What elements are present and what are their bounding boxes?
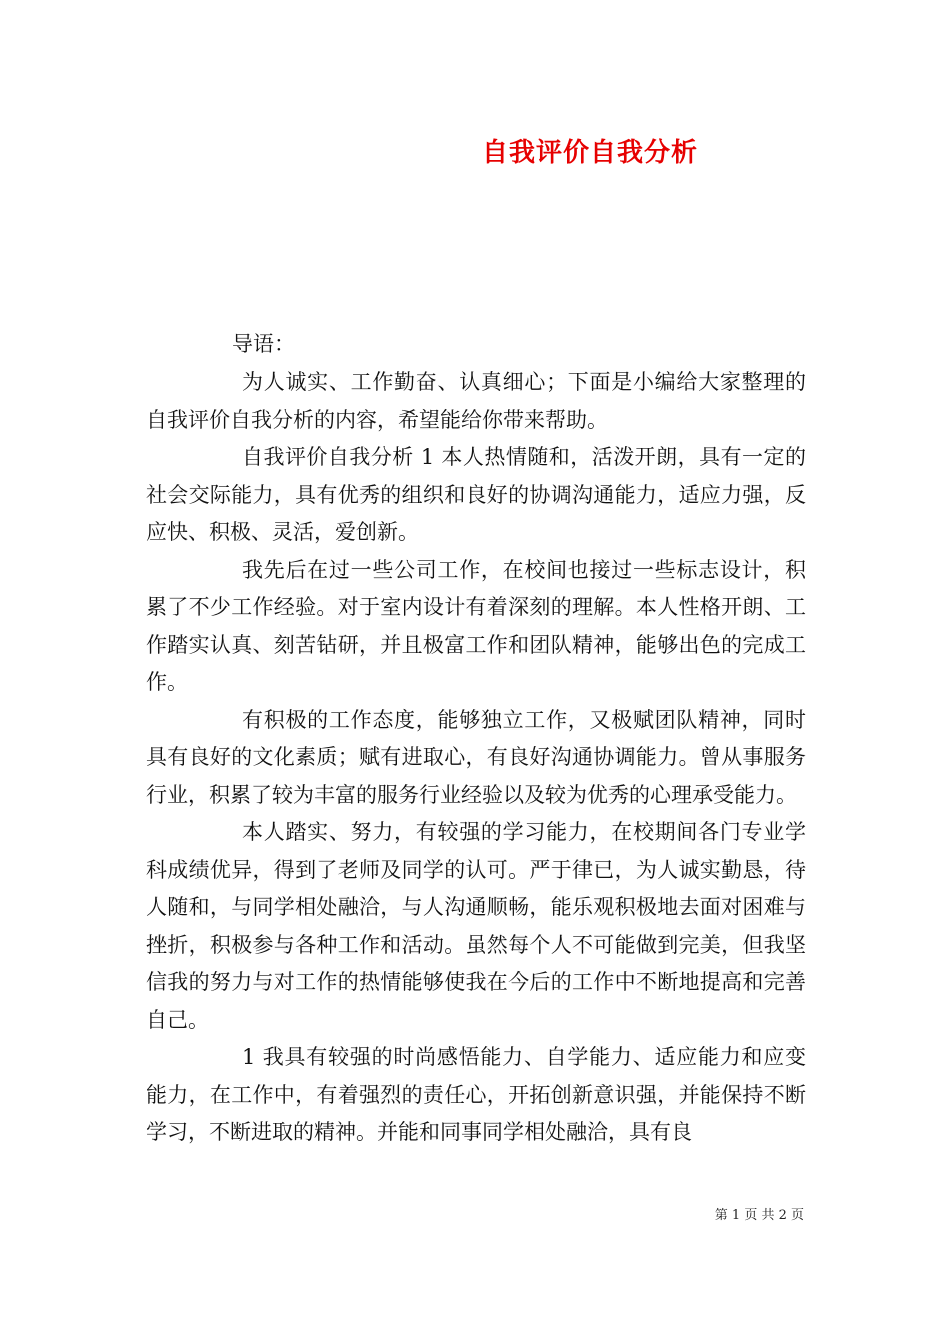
intro-label: 导语： <box>232 332 295 356</box>
paragraph: 本人踏实、努力，有较强的学习能力，在校期间各门专业学科成绩优异，得到了老师及同学的认可。严于律已，为人诚实勤恳，待人随和，与同学相处融洽，与人沟通顺畅，能乐观积极地去面对困难与挫折，积极参与各种工作和活动。虽然每个人不可能做到完美，但我坚信我的努力与对工作的热情能够使我在今后的工作中不断地提高和完善自己。 <box>146 820 806 1032</box>
paragraph: 自我评价自我分析 1 本人热情随和，活泼开朗，具有一定的社会交际能力，具有优秀的组织和良好的协调沟通能力，适应力强，反应快、积极、灵活，爱创新。 <box>146 445 806 544</box>
document-body <box>146 364 806 1152</box>
paragraph: 有积极的工作态度，能够独立工作，又极赋团队精神，同时具有良好的文化素质；赋有进取心，有良好沟通协调能力。曾从事服务行业，积累了较为丰富的服务行业经验以及较为优秀的心理承受能力。 <box>146 707 806 807</box>
paragraph: 我先后在过一些公司工作，在校间也接过一些标志设计，积累了不少工作经验。对于室内设计有着深刻的理解。本人性格开朗、工作踏实认真、刻苦钻研，并且极富工作和团队精神，能够出色的完成工作。 <box>146 557 806 694</box>
page-number-footer: 第 1 页 共 2 页 <box>714 1208 804 1223</box>
document-title: 自我评价自我分析 <box>481 138 698 168</box>
paragraph: 为人诚实、工作勤奋、认真细心；下面是小编给大家整理的自我评价自我分析的内容，希望能给你带来帮助。 <box>146 370 806 432</box>
paragraph: 1 我具有较强的时尚感悟能力、自学能力、适应能力和应变能力，在工作中，有着强烈的责任心，开拓创新意识强，并能保持不断学习，不断进取的精神。并能和同事同学相处融洽，具有良 <box>146 1045 806 1144</box>
